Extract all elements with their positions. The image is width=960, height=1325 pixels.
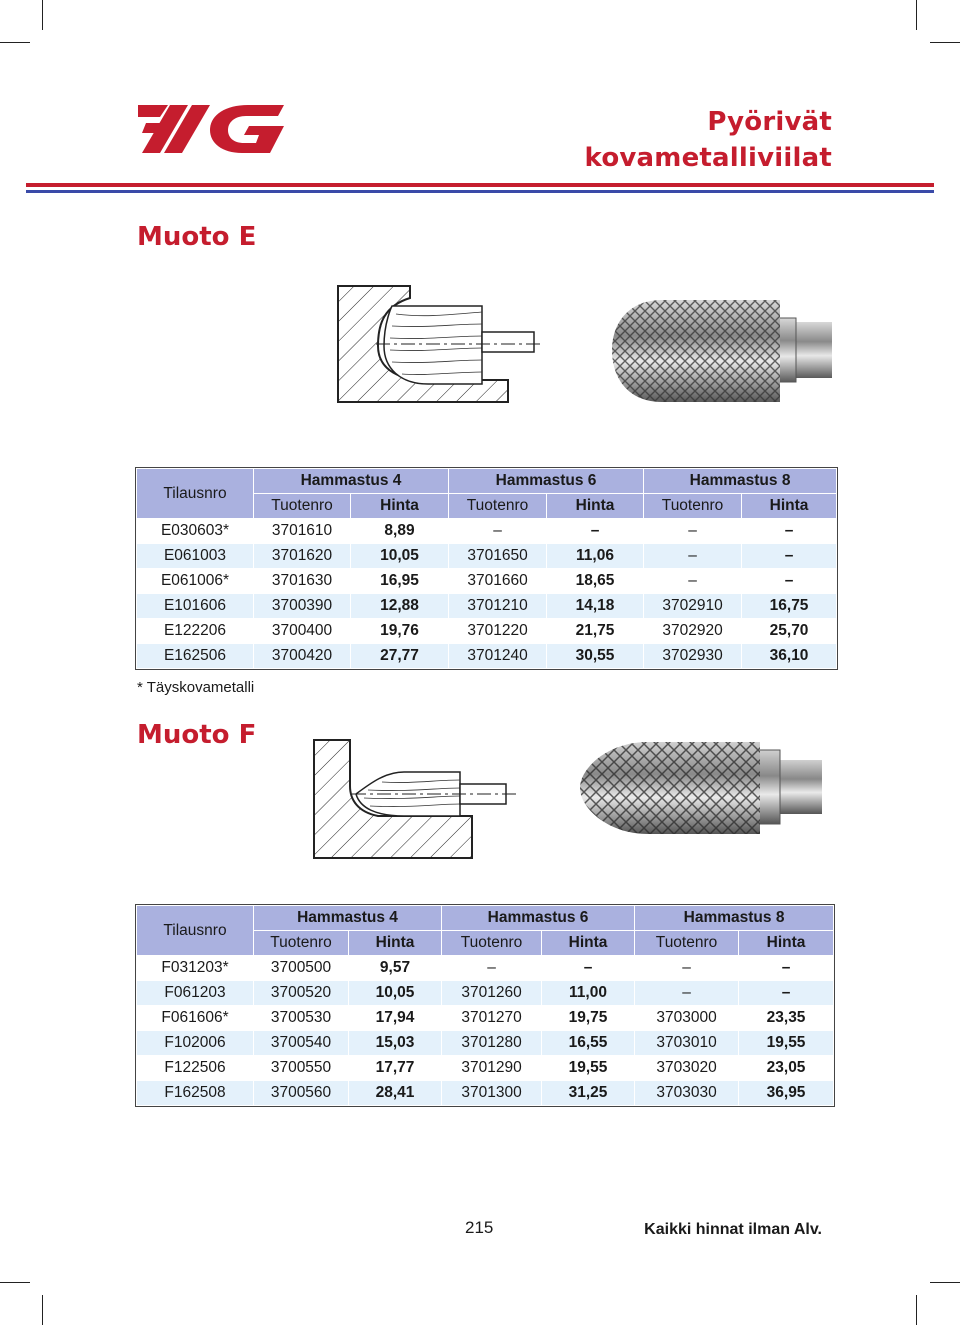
order-code: F122506 xyxy=(137,1056,254,1081)
crop-mark xyxy=(0,1282,30,1283)
burr-photo-e-icon xyxy=(610,296,832,406)
page-title xyxy=(585,104,832,176)
footer-note: Kaikki hinnat ilman Alv. xyxy=(644,1221,822,1238)
table-row xyxy=(137,619,837,644)
product-number: 3700500 xyxy=(254,956,349,981)
product-number: 3701610 xyxy=(254,519,351,544)
product-number: – xyxy=(449,519,547,544)
footnote: * Täyskovametalli xyxy=(137,679,255,696)
price-table-e xyxy=(136,468,837,669)
order-code: F162508 xyxy=(137,1081,254,1106)
price: 36,10 xyxy=(742,644,837,669)
product-number: – xyxy=(644,519,742,544)
product-number: 3703010 xyxy=(635,1031,739,1056)
price: 16,55 xyxy=(542,1031,635,1056)
price: 28,41 xyxy=(349,1081,442,1106)
title-line-2: kovametalliviilat xyxy=(584,143,832,173)
price: 31,25 xyxy=(542,1081,635,1106)
order-code: E122206 xyxy=(137,619,254,644)
price: 19,75 xyxy=(542,1006,635,1031)
product-number: – xyxy=(635,956,739,981)
price: 30,55 xyxy=(547,644,644,669)
header-tuotenro: Tuotenro xyxy=(644,494,742,519)
product-number: 3700560 xyxy=(254,1081,349,1106)
order-code: E162506 xyxy=(137,644,254,669)
product-number: – xyxy=(635,981,739,1006)
order-code: F061606* xyxy=(137,1006,254,1031)
product-number: 3702920 xyxy=(644,619,742,644)
product-number: – xyxy=(644,544,742,569)
price: 17,77 xyxy=(349,1056,442,1081)
header-tuotenro: Tuotenro xyxy=(449,494,547,519)
order-code: F031203* xyxy=(137,956,254,981)
price: 14,18 xyxy=(547,594,644,619)
table-row xyxy=(137,1031,834,1056)
header-hinta: Hinta xyxy=(351,494,449,519)
price: 27,77 xyxy=(351,644,449,669)
product-number: 3703030 xyxy=(635,1081,739,1106)
price: 19,55 xyxy=(542,1056,635,1081)
product-number: 3700530 xyxy=(254,1006,349,1031)
price: – xyxy=(742,544,837,569)
header-tilausnro: Tilausnro xyxy=(137,469,254,519)
burr-profile-drawing-f-icon xyxy=(312,738,522,860)
header-rule-red xyxy=(26,183,934,187)
order-code: E061006* xyxy=(137,569,254,594)
header-hinta: Hinta xyxy=(349,931,442,956)
table-row xyxy=(137,1056,834,1081)
header-rule-blue xyxy=(26,190,934,193)
price: 10,05 xyxy=(349,981,442,1006)
product-number: 3701220 xyxy=(449,619,547,644)
product-number: 3701620 xyxy=(254,544,351,569)
product-number: 3700550 xyxy=(254,1056,349,1081)
product-number: 3702930 xyxy=(644,644,742,669)
product-number: 3701280 xyxy=(442,1031,542,1056)
price: 18,65 xyxy=(547,569,644,594)
order-code: F061203 xyxy=(137,981,254,1006)
price: 11,06 xyxy=(547,544,644,569)
header-hammastus-8: Hammastus 8 xyxy=(644,469,837,494)
header-tuotenro: Tuotenro xyxy=(442,931,542,956)
product-number: 3701630 xyxy=(254,569,351,594)
table-row xyxy=(137,644,837,669)
title-line-1: Pyörivät xyxy=(707,107,832,137)
price: 15,03 xyxy=(349,1031,442,1056)
price: 36,95 xyxy=(739,1081,834,1106)
product-number: 3700540 xyxy=(254,1031,349,1056)
price: 17,94 xyxy=(349,1006,442,1031)
order-code: E061003 xyxy=(137,544,254,569)
product-number: 3700400 xyxy=(254,619,351,644)
price: – xyxy=(739,956,834,981)
table-row xyxy=(137,594,837,619)
table-row xyxy=(137,569,837,594)
product-number: – xyxy=(644,569,742,594)
price: 10,05 xyxy=(351,544,449,569)
price: 16,95 xyxy=(351,569,449,594)
price: – xyxy=(742,569,837,594)
table-row xyxy=(137,1006,834,1031)
order-code: F102006 xyxy=(137,1031,254,1056)
header-hammastus-4: Hammastus 4 xyxy=(254,906,442,931)
product-number: 3701650 xyxy=(449,544,547,569)
section-title-f: Muoto F xyxy=(137,720,257,750)
price-table-f xyxy=(136,905,834,1106)
header-hinta: Hinta xyxy=(542,931,635,956)
page-number: 215 xyxy=(465,1218,494,1237)
crop-mark xyxy=(916,1295,917,1325)
price: 11,00 xyxy=(542,981,635,1006)
product-number: 3701210 xyxy=(449,594,547,619)
product-number: 3701660 xyxy=(449,569,547,594)
table-row xyxy=(137,519,837,544)
table-row xyxy=(137,956,834,981)
crop-mark xyxy=(42,0,43,30)
product-number: 3701240 xyxy=(449,644,547,669)
product-number: 3701300 xyxy=(442,1081,542,1106)
header-hammastus-6: Hammastus 6 xyxy=(449,469,644,494)
price: 16,75 xyxy=(742,594,837,619)
price: 19,55 xyxy=(739,1031,834,1056)
header-hinta: Hinta xyxy=(739,931,834,956)
price: 23,05 xyxy=(739,1056,834,1081)
crop-mark xyxy=(42,1295,43,1325)
section-title-e: Muoto E xyxy=(137,222,257,252)
price: 12,88 xyxy=(351,594,449,619)
header-tuotenro: Tuotenro xyxy=(254,494,351,519)
table-row xyxy=(137,1081,834,1106)
crop-mark xyxy=(930,1282,960,1283)
product-number: – xyxy=(442,956,542,981)
price: 21,75 xyxy=(547,619,644,644)
price: 8,89 xyxy=(351,519,449,544)
header-hammastus-8: Hammastus 8 xyxy=(635,906,834,931)
product-number: 3701260 xyxy=(442,981,542,1006)
header-tilausnro: Tilausnro xyxy=(137,906,254,956)
product-number: 3703000 xyxy=(635,1006,739,1031)
product-number: 3700390 xyxy=(254,594,351,619)
burr-profile-drawing-e-icon xyxy=(336,284,546,404)
table-row xyxy=(137,981,834,1006)
price: 9,57 xyxy=(349,956,442,981)
product-number: 3700420 xyxy=(254,644,351,669)
header-hinta: Hinta xyxy=(742,494,837,519)
order-code: E101606 xyxy=(137,594,254,619)
price: – xyxy=(547,519,644,544)
price: 25,70 xyxy=(742,619,837,644)
table-row xyxy=(137,544,837,569)
product-number: 3701270 xyxy=(442,1006,542,1031)
price: 23,35 xyxy=(739,1006,834,1031)
product-number: 3701290 xyxy=(442,1056,542,1081)
price: – xyxy=(739,981,834,1006)
burr-photo-f-icon xyxy=(578,738,822,838)
crop-mark xyxy=(916,0,917,30)
product-number: 3700520 xyxy=(254,981,349,1006)
order-code: E030603* xyxy=(137,519,254,544)
header-hinta: Hinta xyxy=(547,494,644,519)
header-tuotenro: Tuotenro xyxy=(635,931,739,956)
crop-mark xyxy=(0,42,30,43)
header-tuotenro: Tuotenro xyxy=(254,931,349,956)
price: 19,76 xyxy=(351,619,449,644)
header-hammastus-6: Hammastus 6 xyxy=(442,906,635,931)
price: – xyxy=(742,519,837,544)
header-hammastus-4: Hammastus 4 xyxy=(254,469,449,494)
crop-mark xyxy=(930,42,960,43)
yg-logo-icon xyxy=(138,103,284,155)
price: – xyxy=(542,956,635,981)
product-number: 3703020 xyxy=(635,1056,739,1081)
product-number: 3702910 xyxy=(644,594,742,619)
